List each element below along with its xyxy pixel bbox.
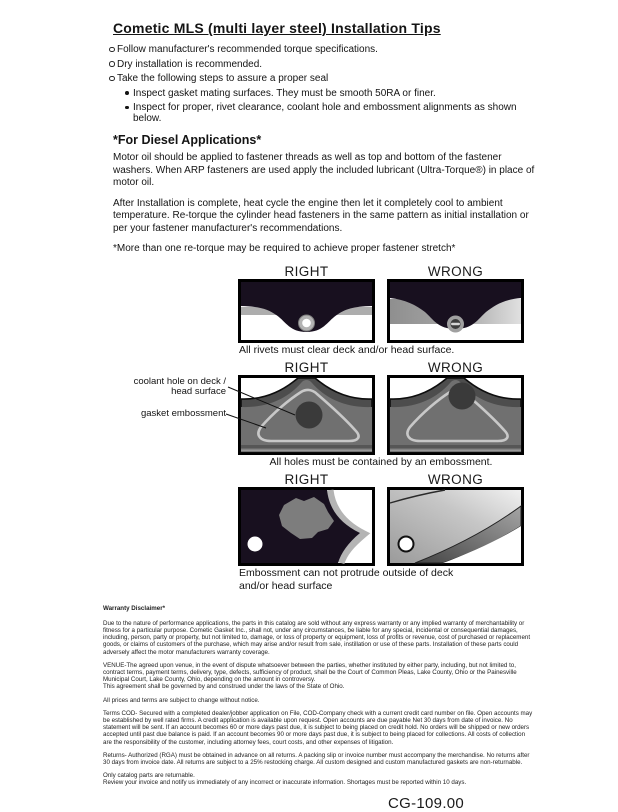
list-item	[109, 59, 545, 70]
warranty-disclaimer-text: Due to the nature of performance applications, the parts in this catalog are sold without any express warranty or any implied warranty of merchantability or fitness for a particular purpose. Cometic Gasket Inc., shall not, under any circumstances, be liable for any special, incidental or consequential damages, including, person, party or property, but not limited to, damage, or loss of property or equipment, loss of profits or revenue, cost of purchased or replacement goods, or claims of customers of the purchase, which may arise and/or result from sale, instillation or use of these parts. Installation of these parts could adversely affect the motor manufacturers warranty coverage.	[103, 619, 531, 656]
diagram-row-embossment	[238, 472, 524, 593]
filled-bullet-icon	[125, 106, 129, 110]
coolant-hole	[449, 382, 476, 409]
returns-clause: Returns- Authorized (RGA) must be obtained in advance on all returns. A packing slip or invoice number must accompany the merchandise. No returns after 30 days from invoice date. All returns are subject to a 25% restocking charge. All custom designed and custom manufactured gaskets are non-returnable.	[103, 751, 530, 766]
coolant-hole-label: coolant hole on deck / head surface	[133, 375, 226, 397]
terms-clause: Terms COD- Secured with a completed dealer/jobber application on File, COD-Company check with a current credit card number on file. Open accounts may be established by well rated firms. A credit application is available upon request. Open accounts are due payable Net 30 days from date of invoice. No statement will be sent. If an account becomes 60 or more days past due, it is subject to being placed on credit hold. No orders will be shipped or new orders accepted until past due balance is paid. If an account becomes 90 or more days past due, it is subject to being placed for collections. All costs of collection are the responsibility of the customer, including attorney fees, court costs, and other expenses of litigation.	[103, 709, 533, 746]
embossment-label: gasket embossment	[140, 407, 226, 419]
bullet-text: Inspect gasket mating surfaces. They must be smooth 50RA or finer.	[133, 87, 436, 99]
retorque-note: *More than one re-torque may be required to achieve proper fastener stretch*	[113, 243, 456, 254]
bolt-hole	[399, 536, 414, 551]
coolant-hole	[296, 401, 323, 428]
open-bullet-icon	[109, 61, 115, 67]
bullet-text: Follow manufacturer's recommended torque specifications.	[117, 44, 378, 55]
bolt-hole	[248, 536, 263, 551]
bullet-text: Inspect for proper, rivet clearance, coolant hole and embossment alignments as shown below.	[133, 102, 517, 124]
diagram-caption: All rivets must clear deck and/or head surface.	[239, 343, 455, 356]
list-item-sub	[124, 102, 545, 124]
prices-clause: All prices and terms are subject to change without notice.	[103, 696, 260, 704]
diagram-row-coolant-holes	[133, 359, 524, 469]
diesel-applications-heading: *For Diesel Applications*	[113, 133, 262, 147]
bullet-text: Dry installation is recommended.	[117, 58, 263, 70]
page-title: Cometic MLS (multi layer steel) Installation Tips	[113, 20, 441, 36]
warranty-disclaimer-heading: Warranty Disclaimer*	[103, 604, 166, 612]
list-item	[109, 44, 545, 55]
right-label: RIGHT	[284, 471, 329, 487]
catalog-clause: Only catalog parts are returnable. Review your invoice and notify us immediately of any incorrect or inaccurate information. Shortages must be reported within 10 days.	[103, 772, 467, 787]
open-bullet-icon	[109, 76, 115, 82]
list-item	[109, 73, 545, 84]
diagram-embossment-right	[238, 487, 375, 566]
diagram-rivet-wrong	[387, 279, 524, 343]
diesel-paragraph: Motor oil should be applied to fastener threads as well as top and bottom of the fastener washers. When ARP fasteners are used apply the included lubricant (Ultra-Torque®) in place of motor oil.	[113, 152, 535, 188]
page-content	[103, 20, 545, 812]
list-item-sub	[124, 88, 545, 99]
right-label: RIGHT	[284, 263, 329, 279]
bullet-text: Take the following steps to assure a proper seal	[117, 73, 329, 84]
filled-bullet-icon	[125, 91, 129, 95]
wrong-label: WRONG	[427, 471, 484, 487]
installation-tips-list	[109, 44, 545, 124]
diagram-row-rivets	[238, 264, 524, 357]
wrong-label: WRONG	[427, 263, 484, 279]
part-number: CG-109.00	[388, 794, 465, 812]
right-label: RIGHT	[284, 359, 329, 375]
diagram-coolant-wrong	[387, 375, 524, 455]
venue-clause: VENUE-The agreed upon venue, in the event of dispute whatsoever between the parties, whether instituted by either party, including, but not limited to, contract terms, payment terms, delivery, type, defects, sufficiency of product, shall be the Court of Common Pleas, Lake County, Ohio or the Painesville Municipal Court, Lake County, Ohio, depending on the amount in controversy. This agreement shall be governed by and construed under the laws of the State of Ohio.	[103, 661, 517, 691]
diagram-coolant-right	[238, 375, 375, 455]
wrong-label: WRONG	[427, 359, 484, 375]
rivet	[299, 315, 315, 331]
diesel-paragraph: After Installation is complete, heat cycle the engine then let it completely cool to ambient temperature. Re-torque the cylinder head fasteners in the same pattern as initial installation or per your fastener manufacturer's recommendations.	[113, 197, 529, 234]
diagram-caption: Embossment can not protrude outside of deck and/or head surface	[239, 566, 454, 592]
rivet	[447, 315, 464, 332]
diagram-rivet-right	[238, 279, 375, 343]
open-bullet-icon	[109, 47, 115, 53]
diagram-caption: All holes must be contained by an embossment.	[269, 455, 493, 468]
diagram-section	[133, 263, 524, 593]
legal-section	[103, 605, 535, 787]
diagram-embossment-wrong	[387, 487, 524, 566]
